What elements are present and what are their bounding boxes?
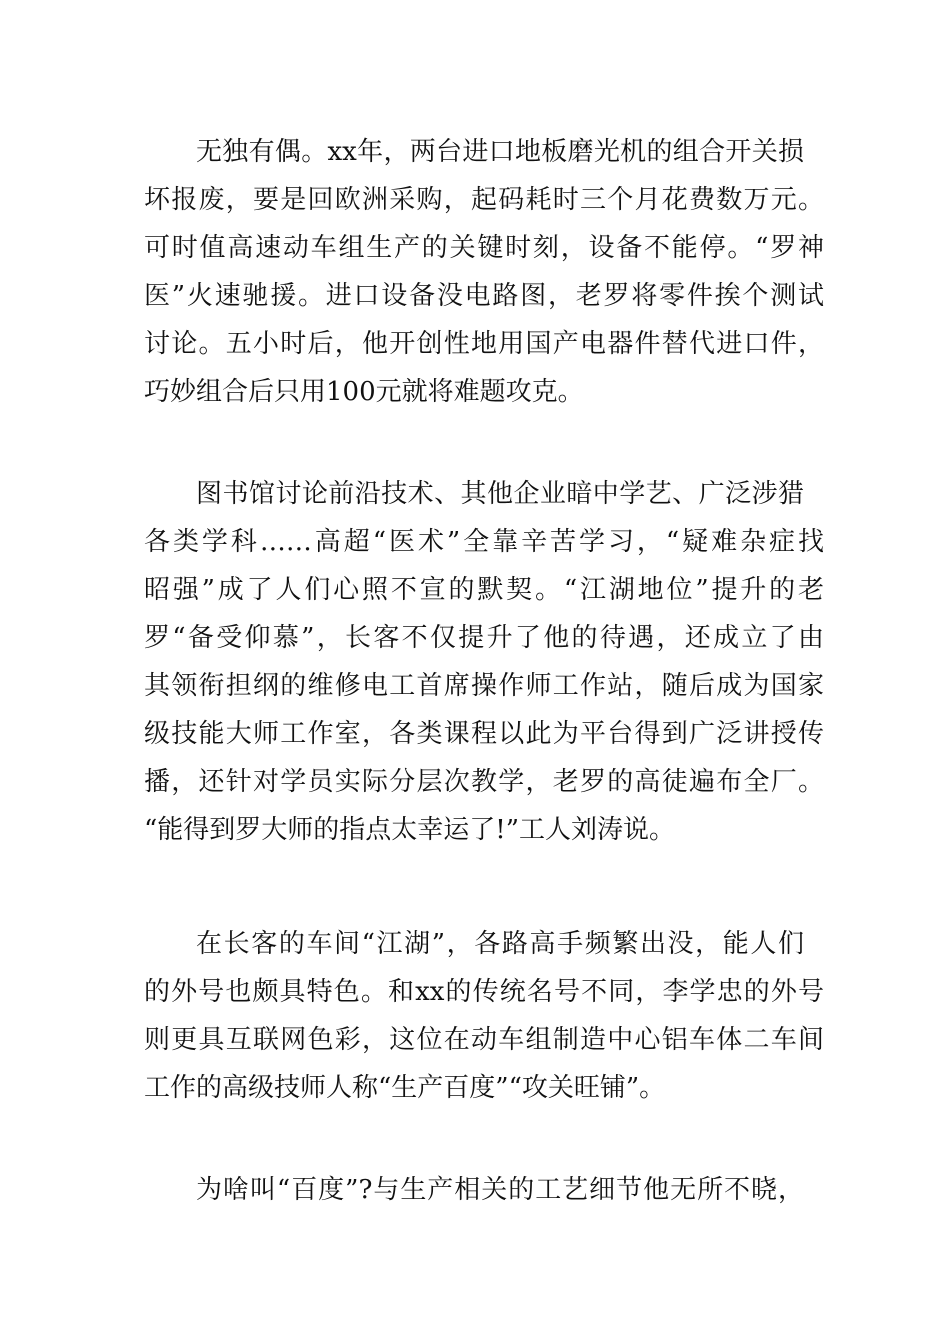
text-line: 医”火速驰援。进口设备没电路图，老罗将零件挨个测试 <box>144 281 824 311</box>
text-line: 昭强”成了人们心照不宣的默契。“江湖地位”提升的老 <box>144 575 824 605</box>
text-line: 为啥叫“百度”?与生产相关的工艺细节他无所不晓， <box>196 1175 804 1205</box>
text-line: 的外号也颇具特色。和xx的传统名号不同，李学忠的外号 <box>144 977 824 1007</box>
text-line: 在长客的车间“江湖”，各路高手频繁出没，能人们 <box>196 929 804 959</box>
text-line: 讨论。五小时后，他开创性地用国产电器件替代进口件， <box>144 329 824 359</box>
text-line: 罗“备受仰慕”，长客不仅提升了他的待遇，还成立了由 <box>144 623 824 653</box>
text-line: 各类学科……高超“医术”全靠辛苦学习，“疑难杂症找 <box>144 527 824 557</box>
text-line: 图书馆讨论前沿技术、其他企业暗中学艺、广泛涉猎 <box>196 479 804 509</box>
text-line: 则更具互联网色彩，这位在动车组制造中心铝车体二车间 <box>144 1025 824 1055</box>
text-line: 其领衔担纲的维修电工首席操作师工作站，随后成为国家 <box>144 671 824 701</box>
text-line: 工作的高级技师人称“生产百度”“攻关旺铺”。 <box>144 1073 666 1103</box>
text-line: 可时值高速动车组生产的关键时刻，设备不能停。“罗神 <box>144 233 824 263</box>
text-line: 播，还针对学员实际分层次教学，老罗的高徒遍布全厂。 <box>144 767 824 797</box>
text-line: 坏报废，要是回欧洲采购，起码耗时三个月花费数万元。 <box>144 185 824 215</box>
text-line: 级技能大师工作室，各类课程以此为平台得到广泛讲授传 <box>144 719 824 749</box>
text-line: 无独有偶。xx年，两台进口地板磨光机的组合开关损 <box>196 137 804 167</box>
text-line: “能得到罗大师的指点太幸运了!”工人刘涛说。 <box>144 815 676 845</box>
text-line: 巧妙组合后只用100元就将难题攻克。 <box>144 377 584 407</box>
